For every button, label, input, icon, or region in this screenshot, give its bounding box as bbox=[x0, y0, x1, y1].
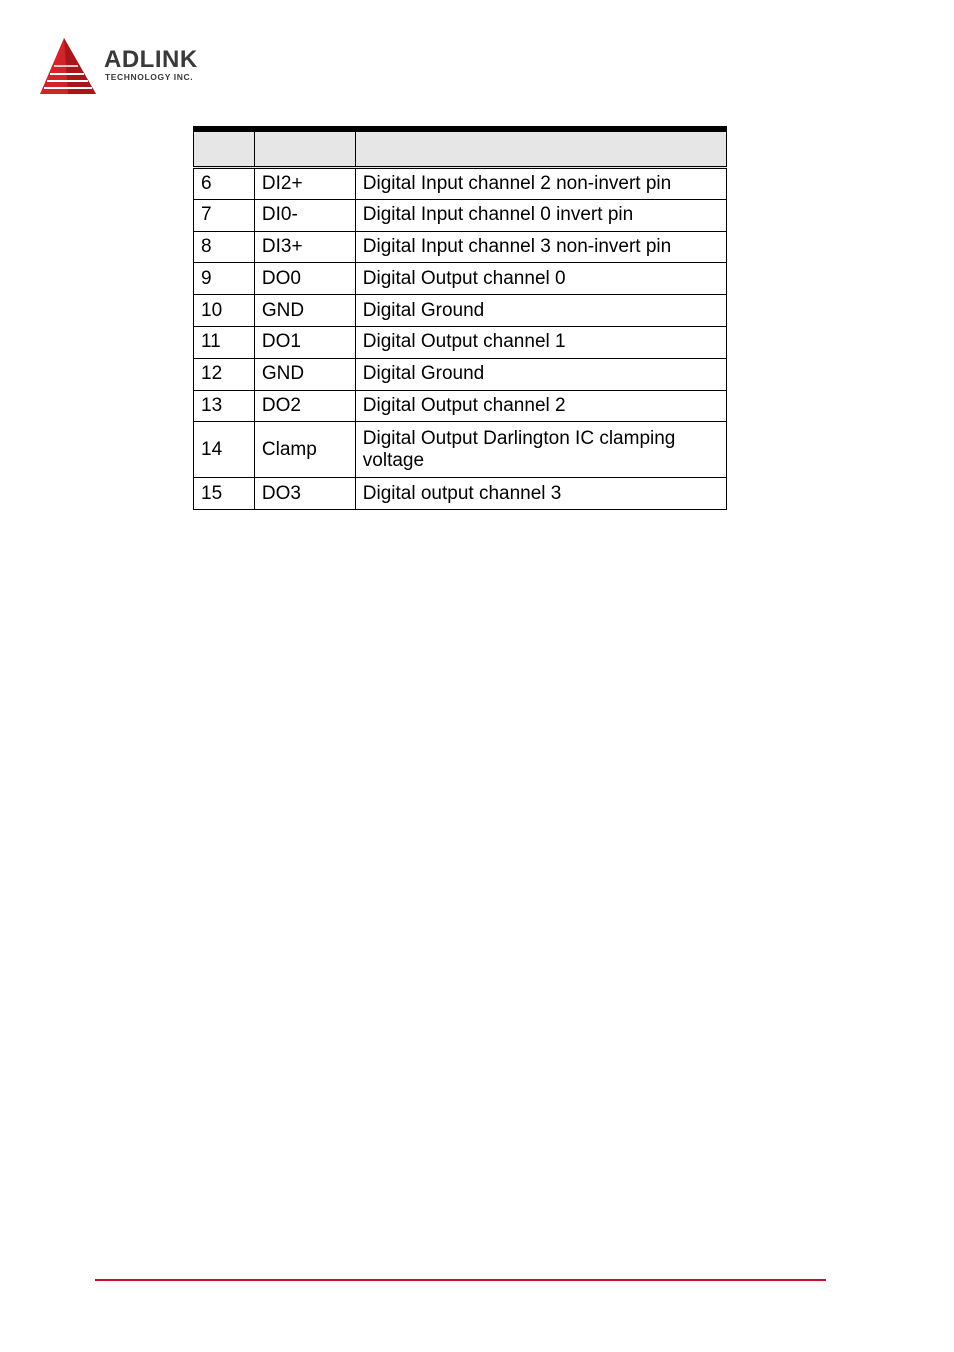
footer-divider bbox=[95, 1279, 826, 1281]
description-cell: Digital Input channel 0 invert pin bbox=[355, 199, 726, 231]
description-cell: Digital output channel 3 bbox=[355, 478, 726, 510]
description-cell: Digital Input channel 2 non-invert pin bbox=[355, 168, 726, 200]
table-header-row bbox=[194, 129, 727, 168]
pin-cell: 7 bbox=[194, 199, 255, 231]
pin-cell: 13 bbox=[194, 390, 255, 422]
pin-cell: 11 bbox=[194, 326, 255, 358]
logo-wordmark: ADLINK bbox=[104, 46, 198, 73]
pin-assignment-table bbox=[193, 126, 727, 510]
signal-cell: DI2+ bbox=[254, 168, 355, 200]
signal-cell: DI3+ bbox=[254, 231, 355, 263]
table-row bbox=[194, 231, 727, 263]
pin-cell: 14 bbox=[194, 422, 255, 478]
description-cell: Digital Output Darlington IC clamping voltage bbox=[355, 422, 726, 478]
signal-cell: GND bbox=[254, 295, 355, 327]
pin-cell: 9 bbox=[194, 263, 255, 295]
table-row bbox=[194, 358, 727, 390]
table-row bbox=[194, 326, 727, 358]
table-row bbox=[194, 478, 727, 510]
description-cell: Digital Output channel 1 bbox=[355, 326, 726, 358]
pin-cell: 10 bbox=[194, 295, 255, 327]
signal-cell: DI0- bbox=[254, 199, 355, 231]
description-cell: Digital Input channel 3 non-invert pin bbox=[355, 231, 726, 263]
header-signal bbox=[254, 129, 355, 168]
adlink-pyramid-icon bbox=[38, 36, 102, 100]
pin-cell: 15 bbox=[194, 478, 255, 510]
description-cell: Digital Ground bbox=[355, 295, 726, 327]
signal-cell: GND bbox=[254, 358, 355, 390]
description-cell: Digital Ground bbox=[355, 358, 726, 390]
table-row bbox=[194, 422, 727, 478]
table-row bbox=[194, 263, 727, 295]
table-row bbox=[194, 199, 727, 231]
pin-cell: 8 bbox=[194, 231, 255, 263]
signal-cell: Clamp bbox=[254, 422, 355, 478]
signal-cell: DO3 bbox=[254, 478, 355, 510]
table-row bbox=[194, 390, 727, 422]
table-row bbox=[194, 168, 727, 200]
signal-cell: DO1 bbox=[254, 326, 355, 358]
description-cell: Digital Output channel 2 bbox=[355, 390, 726, 422]
header-description bbox=[355, 129, 726, 168]
description-cell: Digital Output channel 0 bbox=[355, 263, 726, 295]
signal-cell: DO0 bbox=[254, 263, 355, 295]
pin-cell: 6 bbox=[194, 168, 255, 200]
signal-cell: DO2 bbox=[254, 390, 355, 422]
logo-tagline: TECHNOLOGY INC. bbox=[105, 72, 194, 82]
pin-cell: 12 bbox=[194, 358, 255, 390]
adlink-logo bbox=[38, 36, 238, 100]
header-pin bbox=[194, 129, 255, 168]
table-row bbox=[194, 295, 727, 327]
